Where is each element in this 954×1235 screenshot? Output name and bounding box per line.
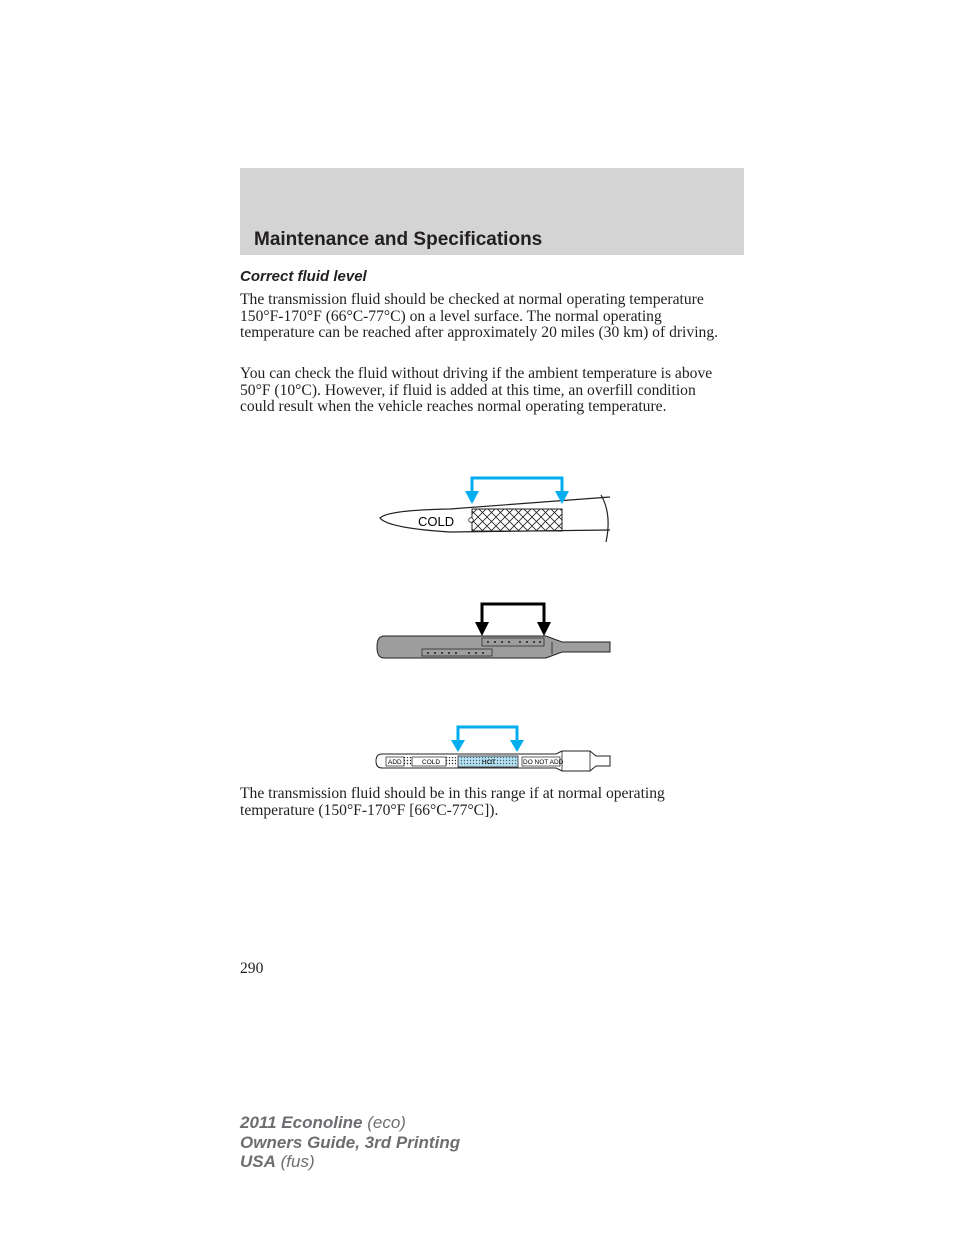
hot-label: HOT	[482, 759, 496, 766]
footer-model-code: (eco)	[362, 1113, 406, 1132]
add-label: ADD	[388, 759, 402, 766]
section-title: Maintenance and Specifications	[254, 229, 543, 250]
footer-market-code: (fus)	[275, 1152, 315, 1171]
section-header-band	[240, 168, 744, 255]
do-not-add-label: DO NOT ADD	[523, 759, 564, 766]
dipstick-diagram-3	[370, 723, 620, 780]
page-number: 290	[240, 960, 264, 977]
footer-market: USA	[240, 1152, 276, 1171]
dipstick-diagram-1	[370, 472, 620, 555]
dipstick-diagram-2	[370, 598, 620, 669]
paragraph-ambient-temperature: You can check the fluid without driving if the ambient temperature is above 50°F (10°C). However, if fluid is added at this time, an overfill condition could result when the vehicle reaches normal operating temperature.	[240, 365, 713, 416]
footer-guide: Owners Guide, 3rd Printing	[240, 1132, 461, 1152]
subhead: Correct fluid level	[240, 268, 367, 285]
paragraph-range-note: The transmission fluid should be in this range if at normal operating temperature (150°F-170°F [66°C-77°C]).	[240, 785, 665, 819]
cold-label-small: COLD	[422, 759, 441, 766]
paragraph-check-temperature: The transmission fluid should be checked at normal operating temperature 150°F-170°F (66°C-77°C) on a level surface. The normal operating temperature can be reached after approximately 20 miles (30 km) of driving.	[240, 291, 719, 342]
cold-label: COLD	[418, 514, 455, 529]
document-footer	[240, 1113, 460, 1172]
footer-model: 2011 Econoline	[240, 1113, 363, 1132]
